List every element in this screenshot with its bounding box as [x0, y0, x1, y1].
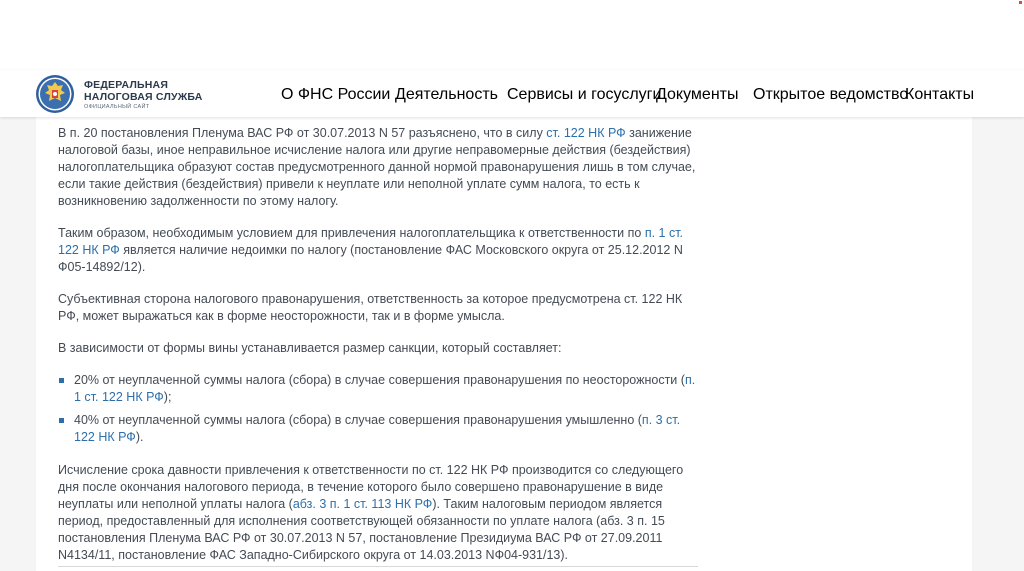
top-blank-area: [0, 0, 1024, 70]
nav-item-about[interactable]: О ФНС России: [281, 86, 391, 103]
divider: [58, 566, 698, 567]
bullet-icon: [59, 418, 64, 423]
paragraph-2: Таким образом, необходимым условием для привлечения налогоплательщика к ответственности по п. 1 ст. 122 НК РФ является наличие недоимки по налогу (постановление ФАС Московского округа от 25.12.2012 N Ф05-14892/12).: [58, 226, 684, 274]
paragraph-5: Исчисление срока давности привлечения к ответственности по ст. 122 НК РФ производится со следующего дня после окончания налогового периода, в течение которого было совершено правонарушение в виде неуплаты или неполной уплаты налога (абз. 3 п. 1 ст. 113 НК РФ). Таким налоговым периодом является период, предоставленный для исполнения соответствующей обязанности по уплате налога (абз. 3 п. 15 постановления Пленума ВАС РФ от 30.07.2013 N 57, постановление Президиума ВАС РФ от 27.09.2011 N4134/11, постановление ФАС Западно-Сибирского округа от 14.03.2013 NФ04-931/13).: [58, 463, 684, 562]
link-p3-st-122-list[interactable]: п. 3 ст. 122 НК РФ: [74, 413, 681, 444]
bullet-icon: [59, 378, 64, 383]
corner-mark: [1019, 1, 1022, 4]
link-st-122[interactable]: ст. 122 НК РФ: [546, 126, 626, 140]
article-body: [58, 125, 698, 571]
brand-line1: ФЕДЕРАЛЬНАЯ: [84, 79, 169, 91]
fns-emblem-icon[interactable]: [35, 74, 75, 114]
brand-line2: НАЛОГОВАЯ СЛУЖБА: [84, 91, 203, 103]
nav-item-services[interactable]: Сервисы и госуслуги: [507, 86, 662, 103]
brand[interactable]: [84, 79, 203, 111]
paragraph-1: В п. 20 постановления Пленума ВАС РФ от 30.07.2013 N 57 разъяснено, что в силу ст. 122 НК РФ занижение налоговой базы, иное неправильное исчисление налога или другие неправомерные действия (бездействия) налогоплательщика образуют состав предусмотренного данной нормой правонарушения лишь в том случае, если такие действия (бездействия) привели к неуплате или неполной уплате сумм налога, то есть к возникновению задолженности по этому налогу.: [58, 126, 696, 208]
nav-item-open-agency[interactable]: Открытое ведомство: [753, 86, 909, 103]
link-p1-st-122[interactable]: п. 1 ст. 122 НК РФ: [58, 226, 684, 257]
brand-subtitle: ОФИЦИАЛЬНЫЙ САЙТ: [84, 104, 150, 110]
link-p1-st-122-list[interactable]: п. 1 ст. 122 НК РФ: [74, 373, 696, 404]
paragraph-3: Субъективная сторона налогового правонарушения, ответственность за которое предусмотрена ст. 122 НК РФ, может выражаться как в форме неосторожности, так и в форме умысла.: [58, 292, 683, 323]
nav-item-activity[interactable]: Деятельность: [395, 86, 498, 103]
paragraph-4: В зависимости от формы вины устанавливается размер санкции, который составляет:: [58, 341, 562, 355]
sanction-list: [58, 372, 698, 446]
nav-item-contacts[interactable]: Контакты: [905, 86, 975, 103]
nav-item-documents[interactable]: Документы: [656, 86, 739, 103]
list-item: 20% от неуплаченной суммы налога (сбора) в случае совершения правонарушения по неосторожности (п. 1 ст. 122 НК РФ);: [58, 372, 698, 406]
site-header: [0, 70, 1024, 117]
list-item: 40% от неуплаченной суммы налога (сбора) в случае совершения правонарушения умышленно (п. 3 ст. 122 НК РФ).: [58, 412, 698, 446]
link-st-113[interactable]: абз. 3 п. 1 ст. 113 НК РФ: [292, 497, 433, 511]
